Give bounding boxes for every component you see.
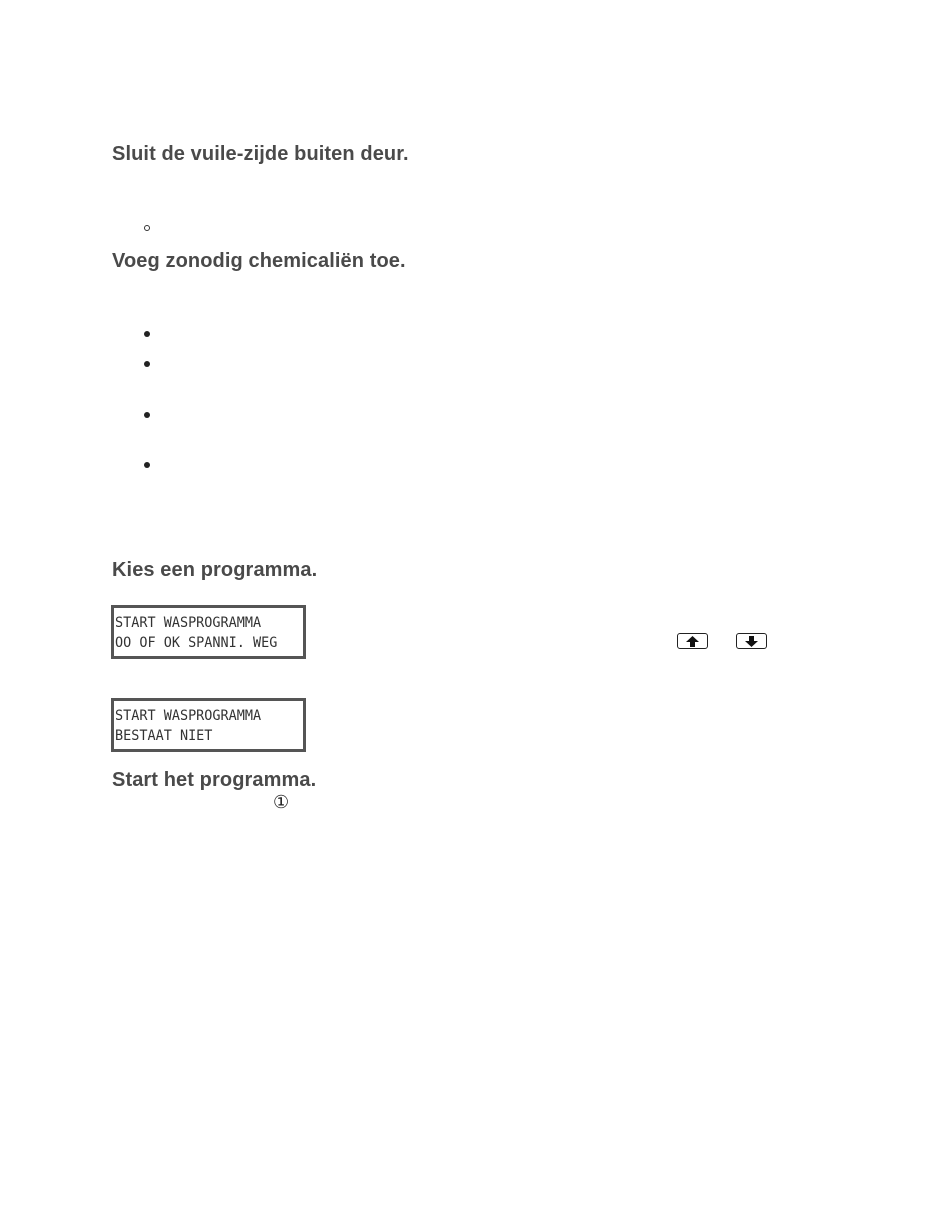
lcd-line: START WASPROGRAMMA [115, 708, 262, 724]
heading-start-program: Start het programma. [112, 769, 317, 791]
up-arrow-icon [686, 636, 699, 647]
lcd-display-program-missing [111, 698, 306, 752]
up-arrow-key [677, 633, 708, 649]
lcd-display-program-prompt [111, 605, 306, 659]
heading-add-chemicals: Voeg zonodig chemicaliën toe. [112, 250, 406, 272]
heading-choose-program: Kies een programma. [112, 559, 318, 581]
bullet-icon [144, 361, 150, 367]
heading-close-door: Sluit de vuile-zijde buiten deur. [112, 143, 409, 165]
hollow-bullet-icon [144, 225, 150, 231]
bullet-icon [144, 331, 150, 337]
lcd-line: BESTAAT NIET [115, 728, 213, 744]
bullet-icon [144, 462, 150, 468]
lcd-line: START WASPROGRAMMA [115, 615, 262, 631]
bullet-icon [144, 412, 150, 418]
step-number-marker: ① [273, 792, 290, 813]
lcd-line: OO OF OK SPANNI. WEG [115, 635, 278, 651]
down-arrow-icon [745, 636, 758, 647]
down-arrow-key [736, 633, 767, 649]
